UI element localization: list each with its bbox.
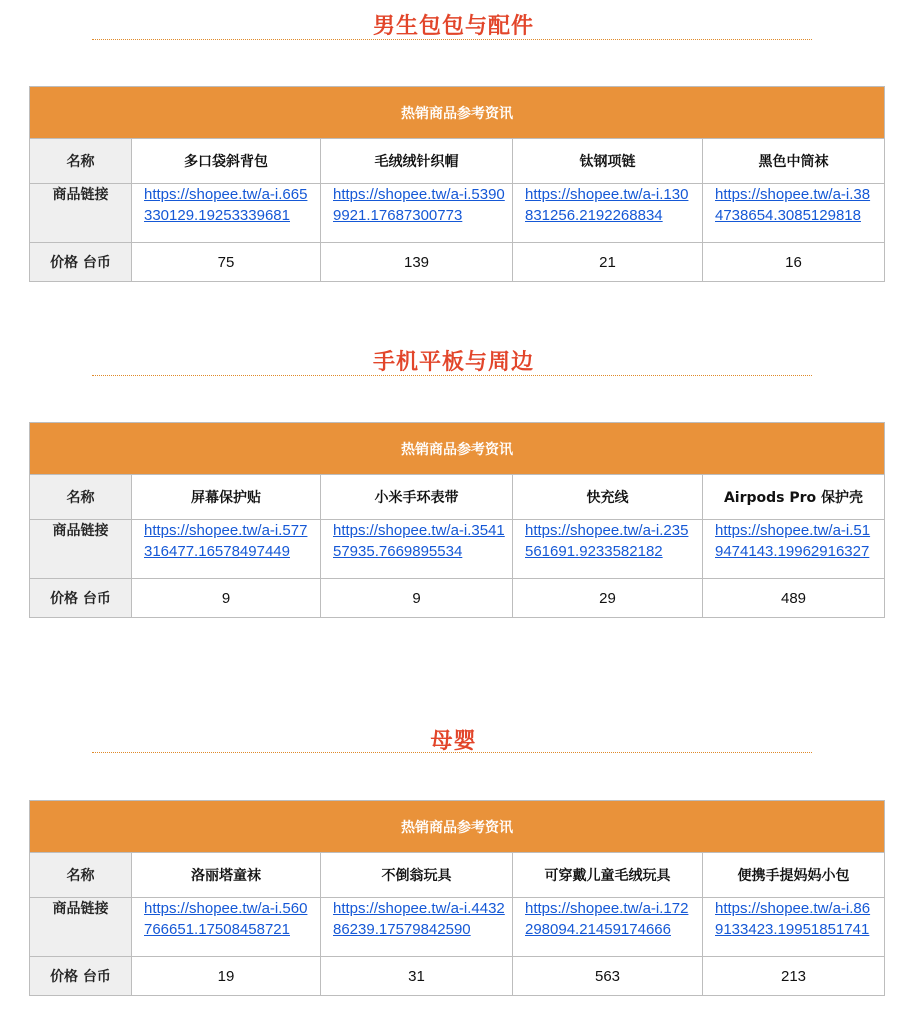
product-name: 多口袋斜背包 [132, 139, 321, 184]
table-header-row [30, 87, 885, 139]
product-name: 黑色中筒袜 [703, 139, 885, 184]
product-name: 便携手提妈妈小包 [703, 853, 885, 898]
product-name: 快充线 [513, 475, 703, 520]
price-row [30, 957, 885, 996]
name-row [30, 853, 885, 898]
product-name: 洛丽塔童袜 [132, 853, 321, 898]
product-price: 213 [703, 957, 885, 996]
product-price: 139 [321, 243, 513, 282]
product-table-phones-tablets [29, 422, 885, 618]
product-name: 小米手环表带 [321, 475, 513, 520]
link-row [30, 184, 885, 243]
price-row [30, 579, 885, 618]
row-label-name: 名称 [30, 139, 132, 184]
title-divider [92, 375, 812, 376]
row-label-price: 价格 台币 [30, 243, 132, 282]
product-price: 75 [132, 243, 321, 282]
row-label-name: 名称 [30, 853, 132, 898]
product-name: 钛钢项链 [513, 139, 703, 184]
product-name: 可穿戴儿童毛绒玩具 [513, 853, 703, 898]
product-link[interactable]: https://shopee.tw/a-i.384738654.3085129818 [715, 186, 871, 224]
product-link[interactable]: https://shopee.tw/a-i.577316477.16578497449 [144, 522, 308, 560]
product-link[interactable]: https://shopee.tw/a-i.53909921.17687300773 [333, 186, 505, 224]
table-header-row [30, 423, 885, 475]
row-label-price: 价格 台币 [30, 957, 132, 996]
product-link-cell [132, 520, 321, 579]
link-row [30, 520, 885, 579]
product-price: 563 [513, 957, 703, 996]
product-price: 9 [132, 579, 321, 618]
table-header-row [30, 801, 885, 853]
product-price: 9 [321, 579, 513, 618]
product-name: 不倒翁玩具 [321, 853, 513, 898]
price-row [30, 243, 885, 282]
section-title-mens-bags: 男生包包与配件 [372, 14, 534, 39]
product-link-cell [513, 898, 703, 957]
row-label-name: 名称 [30, 475, 132, 520]
link-row [30, 898, 885, 957]
row-label-link: 商品链接 [30, 520, 132, 579]
name-row [30, 139, 885, 184]
table-header: 热销商品参考资讯 [30, 801, 885, 853]
product-link-cell [513, 184, 703, 243]
row-label-price: 价格 台币 [30, 579, 132, 618]
product-name: 毛绒绒针织帽 [321, 139, 513, 184]
product-link-cell [132, 184, 321, 243]
title-divider [92, 752, 812, 753]
product-price: 29 [513, 579, 703, 618]
product-link[interactable]: https://shopee.tw/a-i.130831256.2192268834 [525, 186, 689, 224]
product-price: 19 [132, 957, 321, 996]
product-link-cell [321, 184, 513, 243]
product-table-mother-baby [29, 800, 885, 996]
product-table-mens-bags [29, 86, 885, 282]
product-link[interactable]: https://shopee.tw/a-i.172298094.21459174666 [525, 900, 689, 938]
product-link-cell [132, 898, 321, 957]
product-price: 21 [513, 243, 703, 282]
product-link-cell [513, 520, 703, 579]
product-price: 16 [703, 243, 885, 282]
product-link[interactable]: https://shopee.tw/a-i.519474143.19962916327 [715, 522, 871, 560]
product-name: Airpods Pro 保护壳 [703, 475, 885, 520]
row-label-link: 商品链接 [30, 898, 132, 957]
product-link[interactable]: https://shopee.tw/a-i.235561691.9233582182 [525, 522, 689, 560]
product-link-cell [321, 898, 513, 957]
section-title-mother-baby: 母婴 [430, 729, 477, 754]
product-link[interactable]: https://shopee.tw/a-i.869133423.19951851741 [715, 900, 871, 938]
table-header: 热销商品参考资讯 [30, 87, 885, 139]
title-divider [92, 39, 812, 40]
section-title-phones-tablets: 手机平板与周边 [372, 350, 534, 375]
product-link[interactable]: https://shopee.tw/a-i.665330129.19253339681 [144, 186, 308, 224]
product-link-cell [703, 520, 885, 579]
product-link-cell [703, 898, 885, 957]
product-link[interactable]: https://shopee.tw/a-i.560766651.17508458721 [144, 900, 308, 938]
table-header: 热销商品参考资讯 [30, 423, 885, 475]
product-name: 屏幕保护贴 [132, 475, 321, 520]
product-price: 31 [321, 957, 513, 996]
product-link[interactable]: https://shopee.tw/a-i.443286239.17579842590 [333, 900, 505, 938]
name-row [30, 475, 885, 520]
row-label-link: 商品链接 [30, 184, 132, 243]
product-link-cell [703, 184, 885, 243]
product-link[interactable]: https://shopee.tw/a-i.354157935.7669895534 [333, 522, 505, 560]
product-price: 489 [703, 579, 885, 618]
product-link-cell [321, 520, 513, 579]
